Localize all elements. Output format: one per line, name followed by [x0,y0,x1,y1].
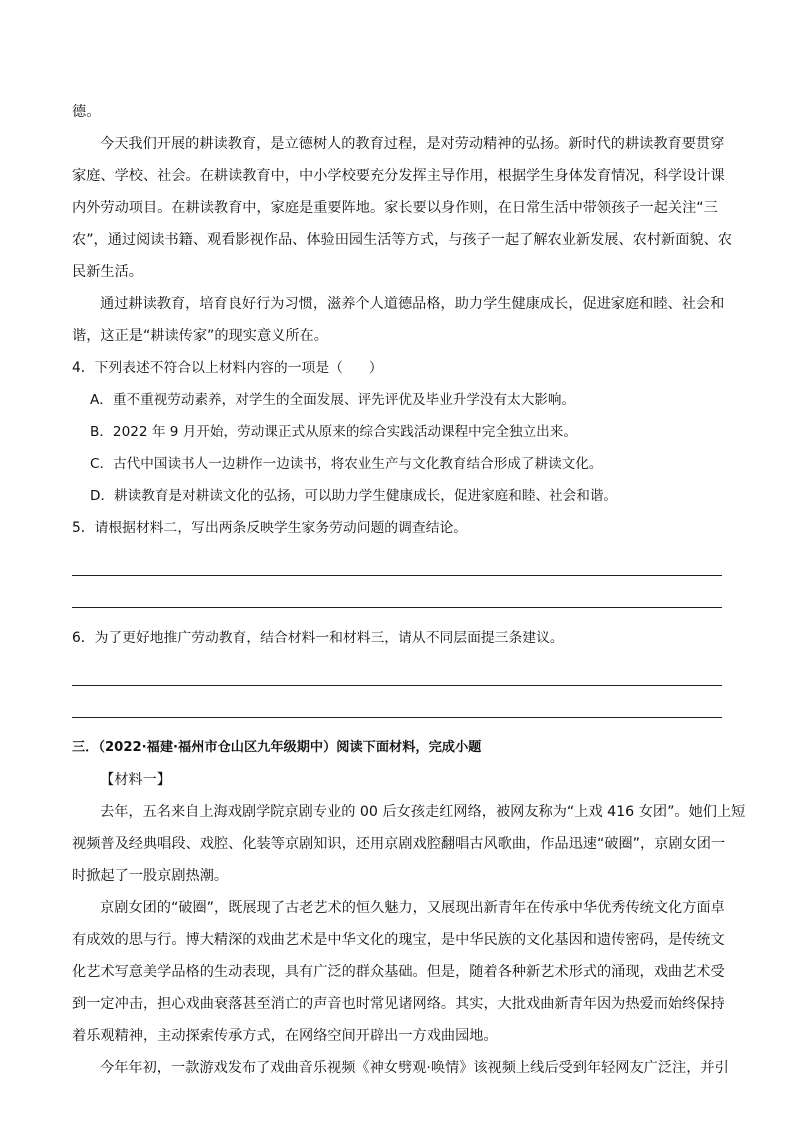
paragraph-line: 化艺术写意美学品格的生动表现，具有广泛的群众基础。但是，随着各种新艺术形式的涌现，戏曲艺术受 [72,964,725,980]
section-3 [72,732,746,1084]
material-one-paragraph-3 [72,1052,729,1084]
answer-line[interactable] [72,654,722,686]
option-a: A．重不重视劳动素养，对学生的全面发展、评先评优及毕业升学没有太大影响。 [90,392,576,408]
question-4-stem-close: ） [368,360,383,376]
paragraph-line: 着乐观精神，主动探索传承方式，在网络空间开辟出一方戏曲园地。 [72,1028,498,1044]
answer-area-6[interactable] [72,654,722,718]
paragraph-end-line: 德。 [72,104,101,120]
question-5-stem: 5．请根据材料二，写出两条反映学生家务劳动问题的调查结论。 [72,520,468,536]
paragraph-line: 到一定冲击，担心戏曲衰落甚至消亡的声音也时常见诸网络。其实，大批戏曲新青年因为热爱而始终保持 [72,996,725,1012]
answer-area-5[interactable] [72,544,722,608]
paragraph-line: 京剧女团的“破圈”，既展现了古老艺术的恒久魅力，又展现出新青年在传承中华优秀传统文化方面卓 [100,900,725,916]
option-d: D．耕读教育是对耕读文化的弘扬，可以助力学生健康成长，促进家庭和睦、社会和谐。 [90,488,618,504]
paragraph-line: 内外劳动项目。在耕读教育中，家庭是重要阵地。家长要以身作则，在日常生活中带领孩子一起关注“三 [72,200,718,216]
document-page [72,96,746,1084]
question-4 [72,352,722,512]
section-3-title: 三．（2022·福建·福州市仓山区九年级期中）阅读下面材料，完成小题 [72,740,482,755]
paragraph-gengdu-education [72,128,732,288]
question-5 [72,512,722,608]
paragraph-realistic-meaning [72,288,725,352]
answer-line[interactable] [72,576,722,608]
material-one-label: 【材料一】 [100,772,171,788]
paragraph-line: 视频普及经典唱段、戏腔、化装等京剧知识，还用京剧戏腔翻唱古风歌曲，作品迅速“破圈”，京剧女团一 [72,836,726,852]
option-b: B．2022 年 9 月开始，劳动课正式从原来的综合实践活动课程中完全独立出来。 [90,424,577,440]
paragraph-line: 家庭、学校、社会。在耕读教育中，中小学校要充分发挥主导作用，根据学生身体发育情况，科学设计课 [72,168,725,184]
paragraph-line: 有成效的思与行。博大精深的戏曲艺术是中华文化的瑰宝，是中华民族的文化基因和遗传密码，是传统文 [72,932,725,948]
paragraph-line: 通过耕读教育，培育良好行为习惯，滋养个人道德品格，助力学生健康成长，促进家庭和睦、社会和 [100,296,725,312]
paragraph-line: 民新生活。 [72,264,143,280]
question-4-stem [72,352,722,384]
material-one-paragraph-1 [72,796,746,892]
question-4-stem-text: 4．下列表述不符合以上材料内容的一项是（ [72,360,343,376]
paragraph-line: 去年，五名来自上海戏剧学院京剧专业的 00 后女孩走红网络，被网友称为“上戏 416 女团”。她们上短 [100,804,746,820]
paragraph-line: 今年年初，一款游戏发布了戏曲音乐视频《神女劈观·唤情》该视频上线后受到年轻网友广泛注，并引 [100,1060,729,1076]
paragraph-line: 时掀起了一股京剧热潮。 [72,868,229,884]
answer-line[interactable] [72,544,722,576]
paragraph-line: 今天我们开展的耕读教育，是立德树人的教育过程，是对劳动精神的弘扬。新时代的耕读教育要贯穿 [100,136,725,152]
question-6 [72,622,722,718]
paragraph-line: 谐，这正是“耕读传家”的现实意义所在。 [72,328,328,344]
option-c: C．古代中国读书人一边耕作一边读书，将农业生产与文化教育结合形成了耕读文化。 [90,456,603,472]
question-6-stem: 6．为了更好地推广劳动教育，结合材料一和材料三，请从不同层面提三条建议。 [72,630,564,646]
paragraph-line: 农”，通过阅读书籍、观看影视作品、体验田园生活等方式，与孩子一起了解农业新发展、农村新面貌、农 [72,232,732,248]
material-one-paragraph-2 [72,892,725,1052]
answer-line[interactable] [72,686,722,718]
